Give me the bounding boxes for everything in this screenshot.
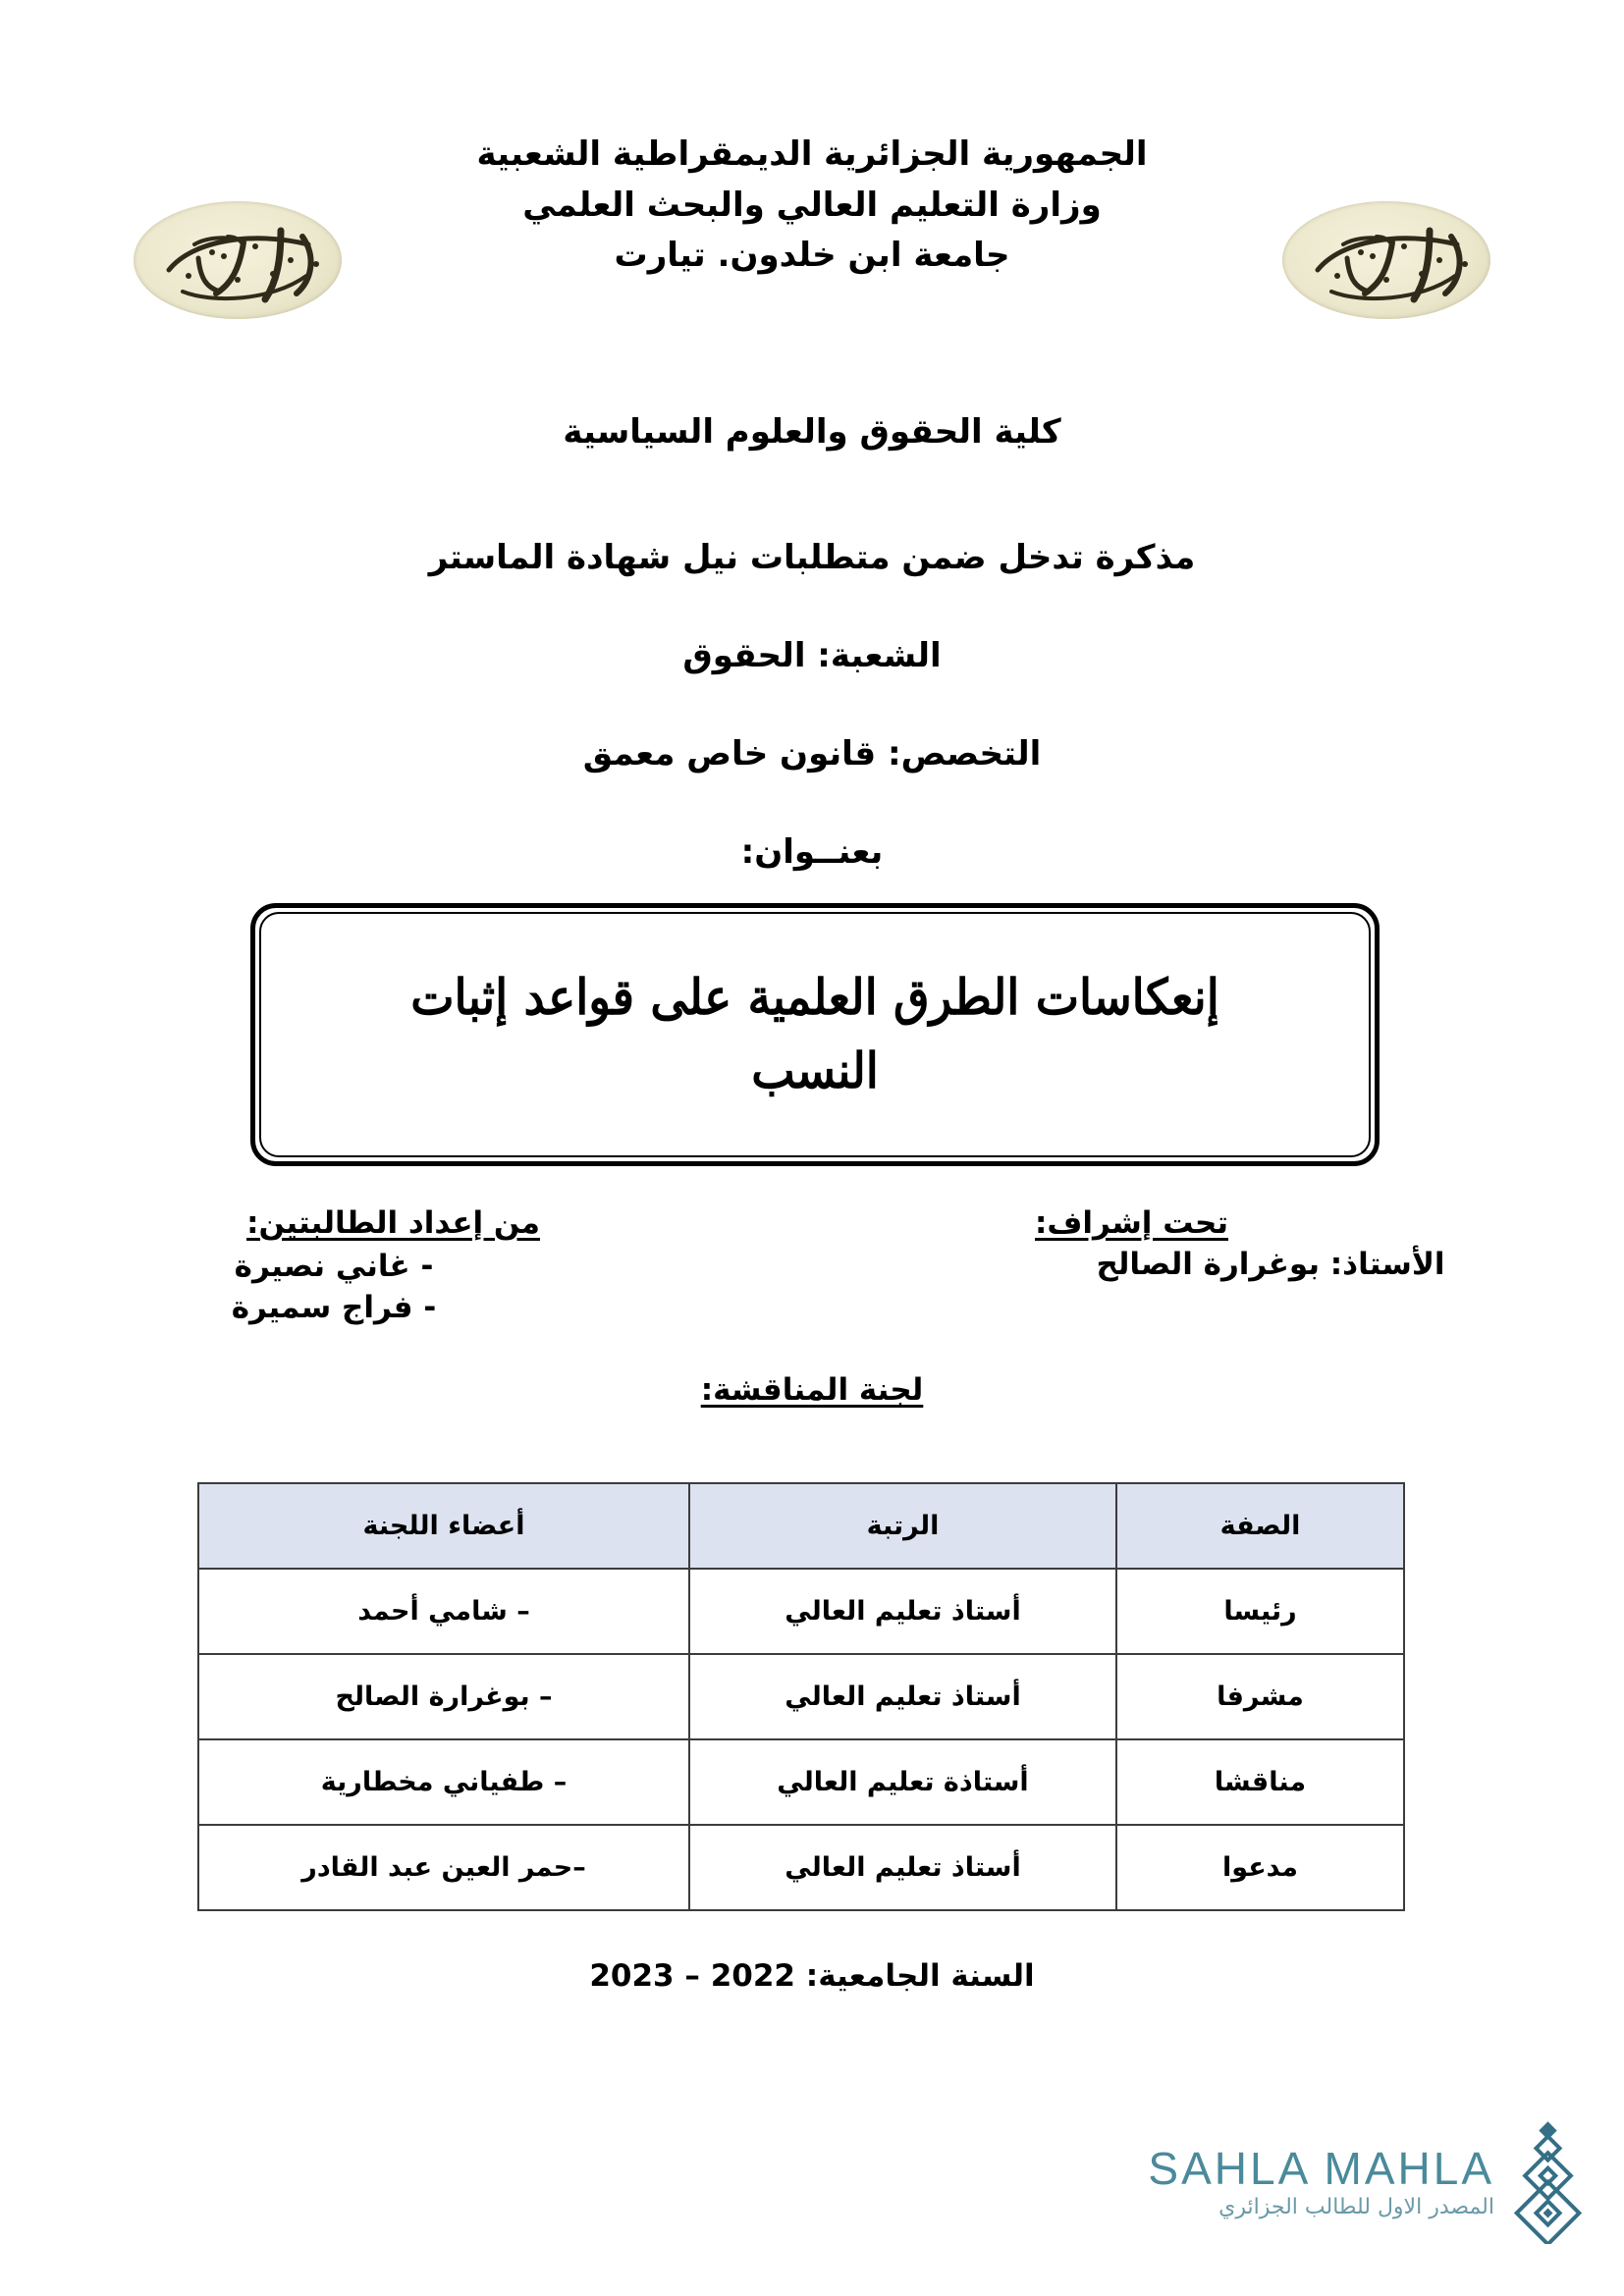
sahla-mahla-diamond-lattice-icon xyxy=(1504,2120,1589,2244)
column-header-rank: الرتبة xyxy=(689,1483,1116,1569)
table-header-row xyxy=(198,1483,1404,1569)
column-header-member: أعضاء اللجنة xyxy=(198,1483,689,1569)
column-header-role: الصفة xyxy=(1116,1483,1404,1569)
watermark-brand: SAHLA MAHLA xyxy=(1148,2142,1494,2194)
cell-role: مناقشا xyxy=(1116,1739,1404,1825)
student-name-1: - غاني نصيرة xyxy=(234,1249,434,1284)
table-row xyxy=(198,1654,1404,1739)
authors-supervisor-row xyxy=(118,1205,1506,1328)
institution-header xyxy=(0,130,1624,282)
thesis-title-line-2: النسب xyxy=(751,1041,879,1099)
student-name-2: - فراج سميرة xyxy=(231,1289,437,1325)
cell-member: – شامي أحمد xyxy=(198,1569,689,1654)
university-line: جامعة ابن خلدون. تيارت xyxy=(614,236,1010,276)
supervisor-name: الأستاذ: بوغرارة الصالح xyxy=(1096,1247,1445,1282)
entitled-label: بعنــوان: xyxy=(740,832,884,872)
cell-role: رئيسا xyxy=(1116,1569,1404,1654)
thesis-title-box xyxy=(250,903,1380,1166)
sahla-mahla-watermark xyxy=(1127,2115,1589,2248)
jury-heading xyxy=(0,1372,1624,1408)
cell-role: مشرفا xyxy=(1116,1654,1404,1739)
ministry-line: وزارة التعليم العالي والبحث العلمي xyxy=(522,185,1102,225)
watermark-text xyxy=(1127,2142,1504,2219)
republic-line: الجمهورية الجزائرية الديمقراطية الشعبية xyxy=(476,134,1148,174)
table-row xyxy=(198,1739,1404,1825)
cell-role: مدعوا xyxy=(1116,1825,1404,1910)
cell-member: – بوغرارة الصالح xyxy=(198,1654,689,1739)
cell-rank: أستاذ تعليم العالي xyxy=(689,1654,1116,1739)
students-heading: من إعداد الطالبتين: xyxy=(246,1205,540,1241)
supervisor-heading: تحت إشراف: xyxy=(1035,1205,1229,1241)
cell-rank: أستاذ تعليم العالي xyxy=(689,1825,1116,1910)
cell-member: –حمر العين عبد القادر xyxy=(198,1825,689,1910)
cell-member: – طفياني مخطارية xyxy=(198,1739,689,1825)
faculty-line: كلية الحقوق والعلوم السياسية xyxy=(563,412,1061,452)
thesis-title-box-inner xyxy=(259,912,1371,1157)
table-row xyxy=(198,1569,1404,1654)
cell-rank: أستاذ تعليم العالي xyxy=(689,1569,1116,1654)
jury-heading-text: لجنة المناقشة: xyxy=(700,1372,924,1408)
branch-line: الشعبة: الحقوق xyxy=(682,636,942,675)
table-row xyxy=(198,1825,1404,1910)
supervisor-block xyxy=(1035,1205,1506,1282)
cell-rank: أستاذة تعليم العالي xyxy=(689,1739,1116,1825)
thesis-title-line-1: إنعكاسات الطرق العلمية على قواعد إثبات xyxy=(410,968,1219,1026)
jury-table xyxy=(197,1482,1405,1911)
specialty-line: التخصص: قانون خاص معمق xyxy=(582,734,1042,774)
students-block xyxy=(118,1205,540,1328)
watermark-tagline: المصدر الاول للطالب الجزائري xyxy=(1218,2194,1494,2219)
thesis-title xyxy=(371,961,1259,1107)
academic-year: السنة الجامعية: 2022 – 2023 xyxy=(589,1958,1035,1994)
memoire-line: مذكرة تدخل ضمن متطلبات نيل شهادة الماستر xyxy=(428,538,1196,577)
